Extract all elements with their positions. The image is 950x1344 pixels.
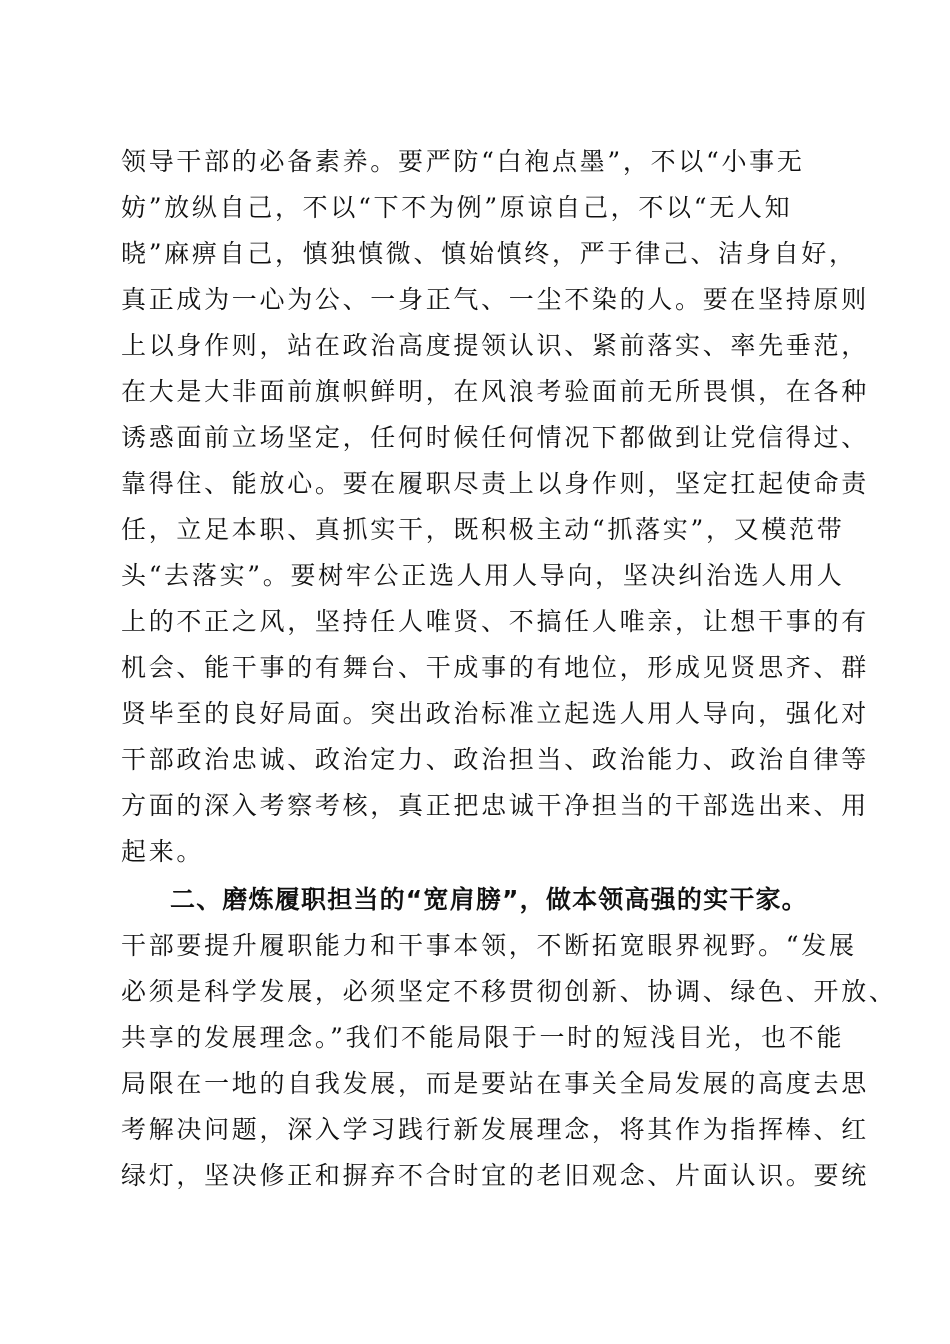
text-line: 干部要提升履职能力和干事本领，不断拓宽眼界视野。“发展 (121, 931, 857, 960)
text-line: 局限在一地的自我发展，而是要站在事关全局发展的高度去思 (121, 1069, 869, 1098)
text-line: 绿灯，坚决修正和摒弃不合时宜的老旧观念、片面认识。要统 (121, 1161, 869, 1190)
text-line: 贤毕至的良好局面。突出政治标准立起选人用人导向，强化对 (121, 699, 869, 728)
text-line: 靠得住、能放心。要在履职尽责上以身作则，坚定扛起使命责 (121, 469, 869, 498)
text-line: 上的不正之风，坚持任人唯贤、不搞任人唯亲，让想干事的有 (121, 607, 869, 636)
text-line: 方面的深入考察考核，真正把忠诚干净担当的干部选出来、用 (121, 791, 869, 820)
text-line: 领导干部的必备素养。要严防“白袍点墨”，不以“小事无 (121, 147, 805, 176)
text-line: 任，立足本职、真抓实干，既积极主动“抓落实”，又模范带 (121, 515, 845, 544)
text-line: 头“去落实”。要树牢公正选人用人导向，坚决纠治选人用人 (121, 561, 845, 590)
text-line: 必须是科学发展，必须坚定不移贯彻创新、协调、绿色、开放、 (121, 977, 897, 1006)
text-line: 考解决问题，深入学习践行新发展理念，将其作为指挥棒、红 (121, 1115, 869, 1144)
text-line: 共享的发展理念。”我们不能局限于一时的短浅目光，也不能 (121, 1023, 845, 1052)
text-line: 在大是大非面前旗帜鲜明，在风浪考验面前无所畏惧，在各种 (121, 377, 869, 406)
text-line: 诱惑面前立场坚定，任何时候任何情况下都做到让党信得过、 (121, 423, 869, 452)
text-line: 晓”麻痹自己，慎独慎微、慎始慎终，严于律己、洁身自好， (121, 239, 857, 268)
section-heading: 二、磨炼履职担当的“宽肩膀”，做本领高强的实干家。 (170, 885, 808, 914)
text-line: 起来。 (121, 837, 205, 866)
text-line: 上以身作则，站在政治高度提领认识、紧前落实、率先垂范， (121, 331, 869, 360)
text-line: 妨”放纵自己，不以“下不为例”原谅自己，不以“无人知 (121, 193, 793, 222)
text-line: 真正成为一心为公、一身正气、一尘不染的人。要在坚持原则 (121, 285, 869, 314)
text-line: 机会、能干事的有舞台、干成事的有地位，形成见贤思齐、群 (121, 653, 869, 682)
text-line: 干部政治忠诚、政治定力、政治担当、政治能力、政治自律等 (121, 745, 869, 774)
